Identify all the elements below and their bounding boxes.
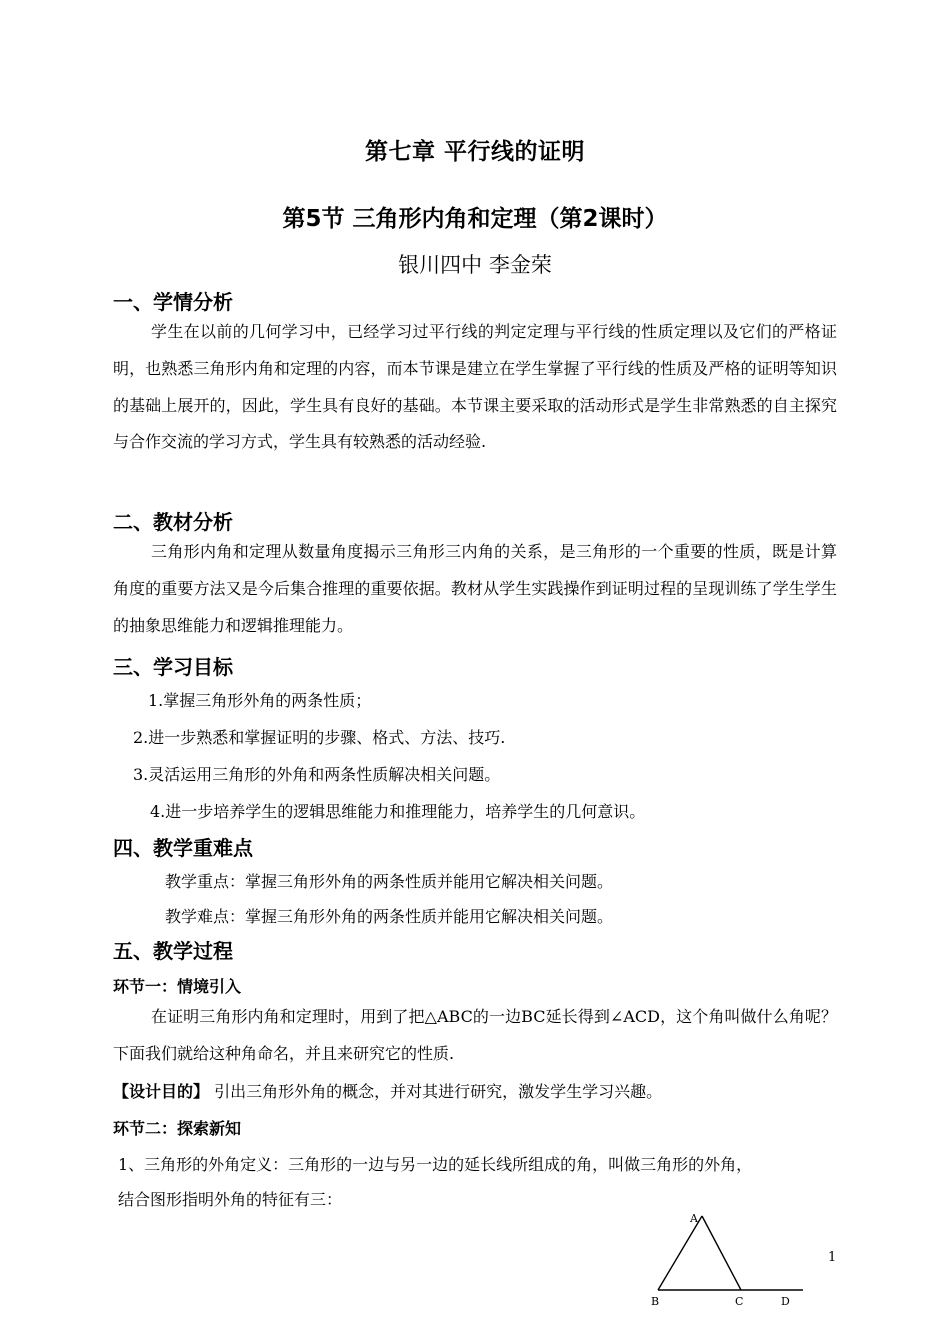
definition-line-1: 1、三角形的外角定义：三角形的一边与另一边的延长线所组成的角，叫做三角形的外角， — [118, 1155, 753, 1174]
label-b: B — [651, 1295, 660, 1308]
page-number: 1 — [828, 1250, 837, 1265]
label-a: A — [690, 1212, 698, 1225]
definition-line-2: 结合图形指明外角的特征有三： — [118, 1190, 343, 1209]
chapter-title: 第七章 平行线的证明 — [364, 139, 585, 165]
paragraph-step-1: 在证明三角形内角和定理时，用到了把△ABC的一边BC延长得到∠ACD，这个角叫做什么角呢？下面我们就给这种角命名，并且来研究它的性质. — [113, 1007, 837, 1063]
side-ac — [702, 1216, 741, 1290]
heading-teaching-process: 五、教学过程 — [113, 939, 233, 963]
paragraph-analysis-textbook: 三角形内角和定理从数量角度揭示三角形三内角的关系，是三角形的一个重要的性质，既是计算角度的重要方法又是今后集合推理的重要依据。教材从学生实践操作到证明过程的呈现训练了学生学生的抽象思维能力和逻辑推理能力。 — [113, 542, 837, 635]
goal-item-1: 1.掌握三角形外角的两条性质； — [148, 691, 372, 710]
design-purpose-text: 引出三角形外角的概念，并对其进行研究，激发学生学习兴趣。 — [209, 1082, 663, 1101]
triangle-exterior-angle-figure — [645, 1208, 815, 1314]
paragraph-analysis-students: 学生在以前的几何学习中，已经学习过平行线的判定定理与平行线的性质定理以及它们的严格证明，也熟悉三角形内角和定理的内容，而本节课是建立在学生掌握了平行线的性质及严格的证明等知识的基础上展开的，因此，学生具有良好的基础。本节课主要采取的活动形式是学生非常熟悉的自主探究与合作交流的学习方式，学生具有较熟悉的活动经验. — [113, 322, 837, 452]
design-purpose-label: 【设计目的】 — [113, 1082, 210, 1101]
author-line: 银川四中 李金荣 — [398, 253, 552, 277]
goal-item-3: 3.灵活运用三角形的外角和两条性质解决相关问题。 — [133, 765, 501, 784]
heading-learning-goals: 三、学习目标 — [113, 655, 233, 679]
heading-analysis-textbook: 二、教材分析 — [113, 510, 233, 534]
label-d: D — [781, 1295, 790, 1308]
heading-step-2: 环节二：探索新知 — [113, 1119, 242, 1138]
label-c: C — [735, 1295, 744, 1308]
heading-key-points: 四、教学重难点 — [113, 836, 253, 860]
key-point-text: 教学重点：掌握三角形外角的两条性质并能用它解决相关问题。 — [165, 872, 614, 891]
heading-step-1: 环节一：情境引入 — [113, 977, 242, 996]
design-purpose — [113, 1079, 662, 1102]
side-ab — [658, 1216, 702, 1290]
section-title: 第5节 三角形内角和定理（第2课时） — [282, 206, 668, 232]
goal-item-2: 2.进一步熟悉和掌握证明的步骤、格式、方法、技巧. — [133, 728, 506, 747]
heading-analysis-students: 一、学情分析 — [113, 290, 233, 314]
goal-item-4: 4.进一步培养学生的逻辑思维能力和推理能力，培养学生的几何意识。 — [150, 802, 646, 821]
difficulty-text: 教学难点：掌握三角形外角的两条性质并能用它解决相关问题。 — [165, 907, 614, 926]
